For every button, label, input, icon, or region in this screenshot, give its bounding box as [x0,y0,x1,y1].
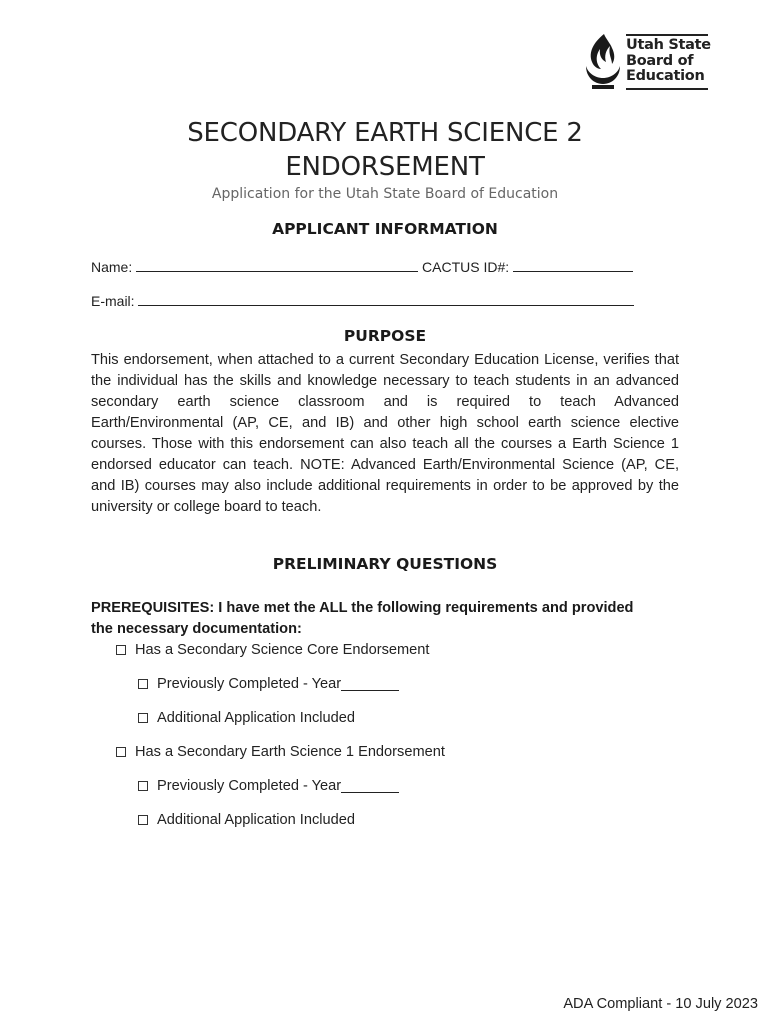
logo-line-3: Education [626,68,705,84]
logo-line-2: Board of [626,52,694,69]
applicant-heading: APPLICANT INFORMATION [272,220,498,238]
cactus-id-field[interactable] [513,258,633,272]
year-field[interactable] [341,677,399,691]
logo-wordmark [626,38,712,85]
logo-bottom-rule [626,88,708,90]
prereq-line-1: PREREQUISITES: I have met the ALL the following requirements and provided [91,600,634,616]
preliminary-heading: PRELIMINARY QUESTIONS [272,555,498,573]
checkbox-icon[interactable] [138,679,148,689]
checkbox-icon[interactable] [138,815,148,825]
email-label: E-mail: [91,293,135,309]
checkbox-science-core-additional-application[interactable] [138,710,355,726]
page-title [0,116,770,184]
flame-logo-icon [582,32,624,90]
checkbox-science-core[interactable] [116,642,429,658]
checkbox-label: Previously Completed - Year [157,676,342,692]
name-label: Name: [91,259,133,275]
checkbox-earth-science-1-previously-completed[interactable] [138,778,399,794]
cactus-label: CACTUS ID#: [422,259,510,275]
checkbox-earth-science-1[interactable] [116,744,445,760]
checkbox-label: Previously Completed - Year [157,778,342,794]
logo-top-rule [626,34,708,36]
prerequisites-statement [91,598,691,640]
email-row [91,292,634,309]
checkbox-earth-science-1-additional-application[interactable] [138,812,355,828]
checkbox-label: Additional Application Included [157,710,355,726]
prereq-line-2: the necessary documentation: [91,621,302,637]
purpose-paragraph: This endorsement, when attached to a current Secondary Education License, verifies that the individual has the skills and knowledge necessary to teach students in an advanced secondary earth science classroom and is required to teach Advanced Earth/Environmental (AP, CE, and IB) and other high school earth science elective courses. Those with this endorsement can also teach all the courses a Earth Science 1 endorsed educator can teach. NOTE: Advanced Earth/Environmental Science (AP, CE, and IB) courses may also include additional requirements in order to be approved by the university or college board to teach. [91,352,679,515]
checkbox-science-core-previously-completed[interactable] [138,676,399,692]
checkbox-icon[interactable] [116,645,126,655]
checkbox-icon[interactable] [116,747,126,757]
checkbox-icon[interactable] [138,781,148,791]
title-line-2: ENDORSEMENT [285,152,485,182]
checkbox-label: Has a Secondary Science Core Endorsement [135,642,430,658]
checkbox-icon[interactable] [138,713,148,723]
checkbox-label: Additional Application Included [157,812,355,828]
page-subtitle: Application for the Utah State Board of Education [211,186,559,202]
title-line-1: SECONDARY EARTH SCIENCE 2 [187,118,583,148]
footer-compliance-note: ADA Compliant - 10 July 2023 [563,996,758,1012]
name-field[interactable] [136,258,418,272]
purpose-heading: PURPOSE [343,327,427,345]
checkbox-label: Has a Secondary Earth Science 1 Endorsement [135,744,445,760]
usbe-logo [582,30,712,92]
year-field[interactable] [341,779,399,793]
name-row [91,258,633,275]
logo-line-1: Utah State [626,37,711,53]
email-field[interactable] [138,292,634,306]
